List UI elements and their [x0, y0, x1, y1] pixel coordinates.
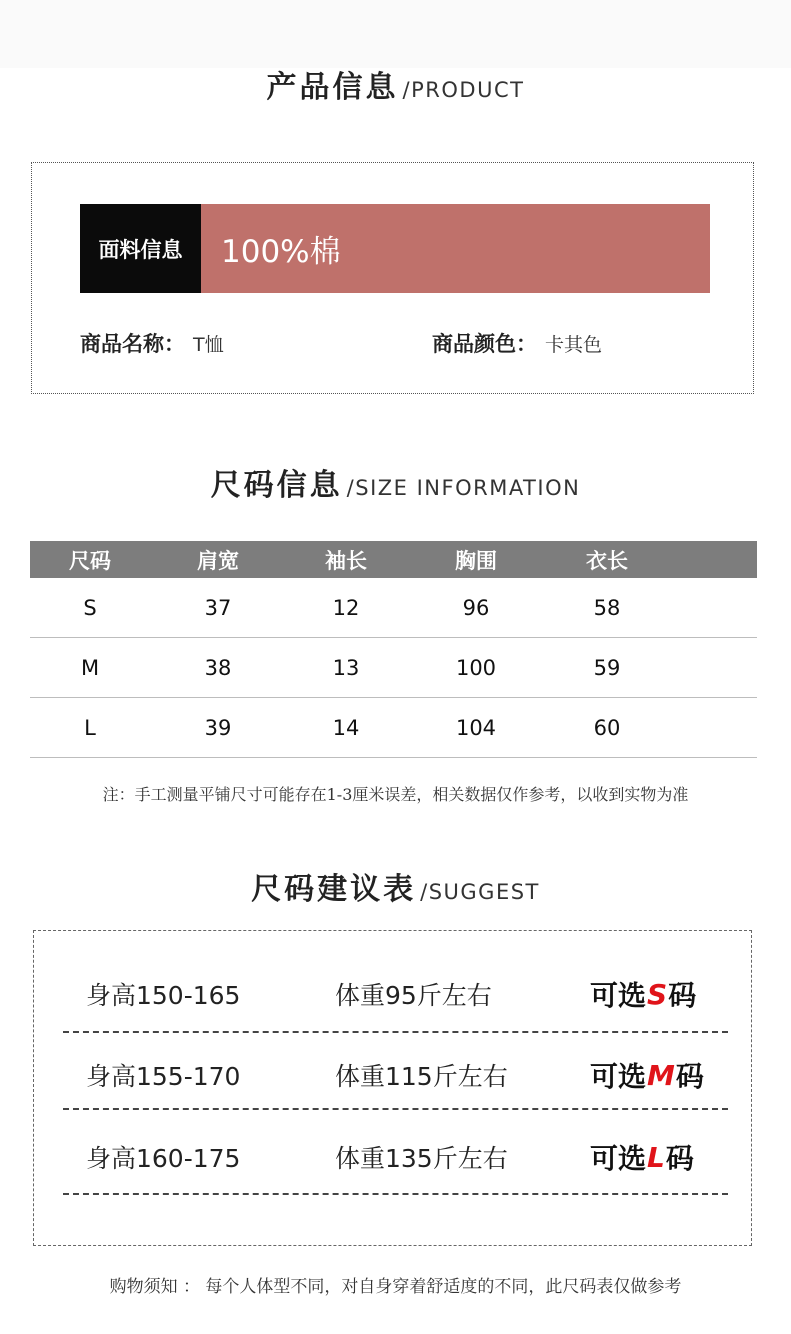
suggest-height: 身高155-170 — [86, 1062, 241, 1091]
footer-note: 购物须知 ： 每个人体型不同，对自身穿着舒适度的不同，此尺码表仅做参考 — [109, 1277, 682, 1297]
suggest-height: 身高150-165 — [86, 981, 241, 1010]
table-cell: 39 — [204, 716, 232, 740]
header-cell: 肩宽 — [197, 548, 239, 573]
suggest-title-en: /SUGGEST — [420, 880, 540, 904]
product-title-zh: 产品信息 — [266, 70, 399, 105]
product-name — [80, 328, 224, 358]
fabric-value: 100%棉 — [201, 204, 710, 293]
table-cell: 59 — [593, 656, 621, 680]
pick-suffix: 码 — [665, 1142, 694, 1175]
product-color-value: 卡其色 — [545, 334, 603, 356]
suggest-weight: 体重115斤左右 — [335, 1062, 508, 1091]
suggest-title-zh: 尺码建议表 — [251, 872, 417, 907]
table-cell: 14 — [332, 716, 360, 740]
suggest-weight: 体重95斤左右 — [335, 981, 492, 1010]
header-cell: 袖长 — [325, 548, 367, 573]
table-cell: 13 — [332, 656, 360, 680]
table-cell: M — [80, 656, 100, 680]
table-cell: 100 — [455, 656, 497, 680]
pick-size: M — [647, 1058, 675, 1092]
top-band — [0, 0, 791, 68]
product-title-en: /PRODUCT — [402, 78, 525, 102]
pick-size: S — [647, 977, 668, 1011]
size-table — [30, 541, 757, 758]
size-title-zh: 尺码信息 — [210, 468, 343, 503]
pick-prefix: 可选 — [590, 1142, 647, 1175]
table-cell: 12 — [332, 596, 360, 620]
table-cell: 37 — [204, 596, 232, 620]
table-row — [30, 698, 757, 758]
suggest-pick — [590, 1045, 704, 1105]
suggest-row — [0, 1127, 791, 1187]
header-cell: 尺码 — [69, 548, 111, 573]
suggest-row — [0, 964, 791, 1024]
pick-suffix: 码 — [675, 1060, 704, 1093]
suggest-row — [0, 1045, 791, 1105]
fabric-label: 面料信息 — [80, 204, 201, 293]
pick-prefix: 可选 — [590, 1060, 647, 1093]
table-cell: 38 — [204, 656, 232, 680]
table-cell: 60 — [593, 716, 621, 740]
header-cell: 胸围 — [455, 548, 497, 573]
table-cell: S — [83, 596, 97, 620]
product-color — [432, 328, 602, 358]
table-cell: 104 — [455, 716, 497, 740]
suggest-height: 身高160-175 — [86, 1144, 241, 1173]
size-section-title — [0, 460, 791, 504]
pick-size: L — [647, 1140, 665, 1174]
suggest-weight: 体重135斤左右 — [335, 1144, 508, 1173]
table-cell: L — [84, 716, 96, 740]
table-row — [30, 578, 757, 638]
suggest-pick — [590, 1127, 694, 1187]
product-name-label: 商品名称： — [80, 332, 185, 356]
table-row — [30, 638, 757, 698]
size-table-header — [30, 541, 757, 578]
suggest-section-title — [0, 864, 791, 908]
pick-suffix: 码 — [668, 979, 697, 1012]
product-section-title — [0, 62, 791, 106]
pick-prefix: 可选 — [590, 979, 647, 1012]
table-cell: 96 — [462, 596, 490, 620]
size-note: 注：手工测量平铺尺寸可能存在1-3厘米误差，相关数据仅作参考，以收到实物为准 — [102, 785, 689, 804]
header-cell: 衣长 — [586, 548, 628, 573]
table-cell: 58 — [593, 596, 621, 620]
dashed-divider — [63, 1193, 728, 1195]
suggest-pick — [590, 964, 696, 1024]
dashed-divider — [63, 1108, 728, 1110]
product-name-value: T恤 — [193, 334, 224, 356]
size-title-en: /SIZE INFORMATION — [346, 476, 581, 500]
product-color-label: 商品颜色： — [432, 332, 537, 356]
dashed-divider — [63, 1031, 728, 1033]
